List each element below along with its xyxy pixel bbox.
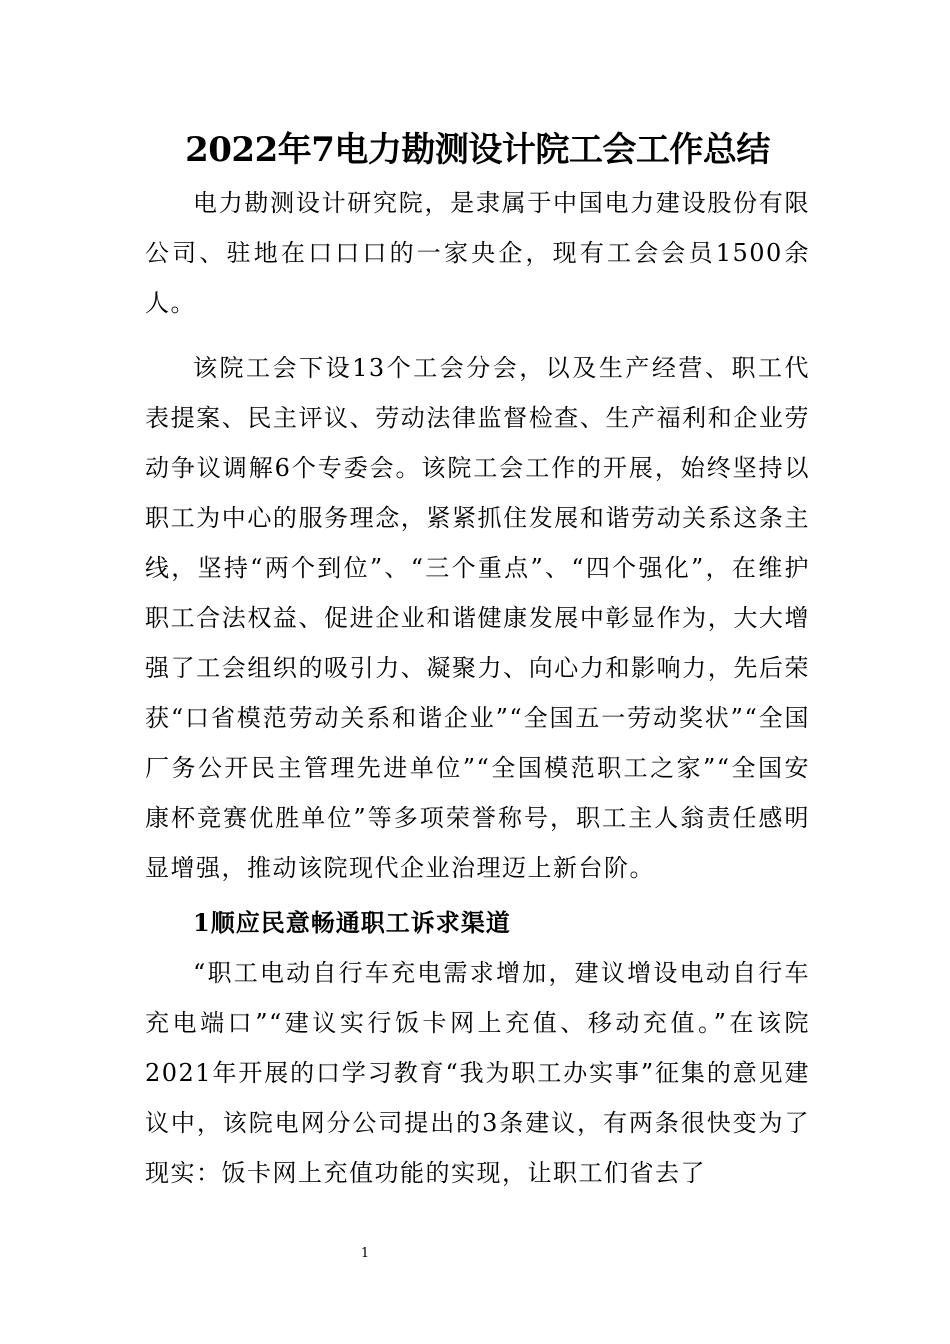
section-heading: 1顺应民意畅通职工诉求渠道	[193, 908, 511, 937]
body-paragraph: 该院工会下设13个工会分会，以及生产经营、职工代表提案、民主评议、劳动法律监督检查、生产福利和企业劳动争议调解6个专委会。该院工会工作的开展，始终坚持以职工为中心的服务理念，紧紧抓住发展和谐劳动关系这条主线，坚持“两个到位”、“三个重点”、“四个强化”，在维护职工合法权益、促进企业和谐健康发展中彰显作为，大大增强了工会组织的吸引力、凝聚力、向心力和影响力，先后荣获“口省模范劳动关系和谐企业”“全国五一劳动奖状”“全国厂务公开民主管理先进单位”“全国模范职工之家”“全国安康杯竞赛优胜单位”等多项荣誉称号，职工主人翁责任感明显增强，推动该院现代企业治理迈上新台阶。	[145, 354, 810, 882]
document-title: 2022年7电力勘测设计院工会工作总结	[185, 130, 770, 170]
document-page	[145, 122, 810, 1198]
page-number: 1	[360, 1246, 370, 1261]
section-paragraph: “职工电动自行车充电需求增加，建议增设电动自行车充电端口”“建议实行饭卡网上充值、移动充值。”在该院2021年开展的口学习教育“我为职工办实事”征集的意见建议中，该院电网分公司提出的3条建议，有两条很快变为了现实：饭卡网上充值功能的实现，让职工们省去了	[145, 959, 810, 1187]
intro-paragraph: 电力勘测设计研究院，是隶属于中国电力建设股份有限公司、驻地在口口口的一家央企，现有工会会员1500余人。	[145, 189, 810, 317]
